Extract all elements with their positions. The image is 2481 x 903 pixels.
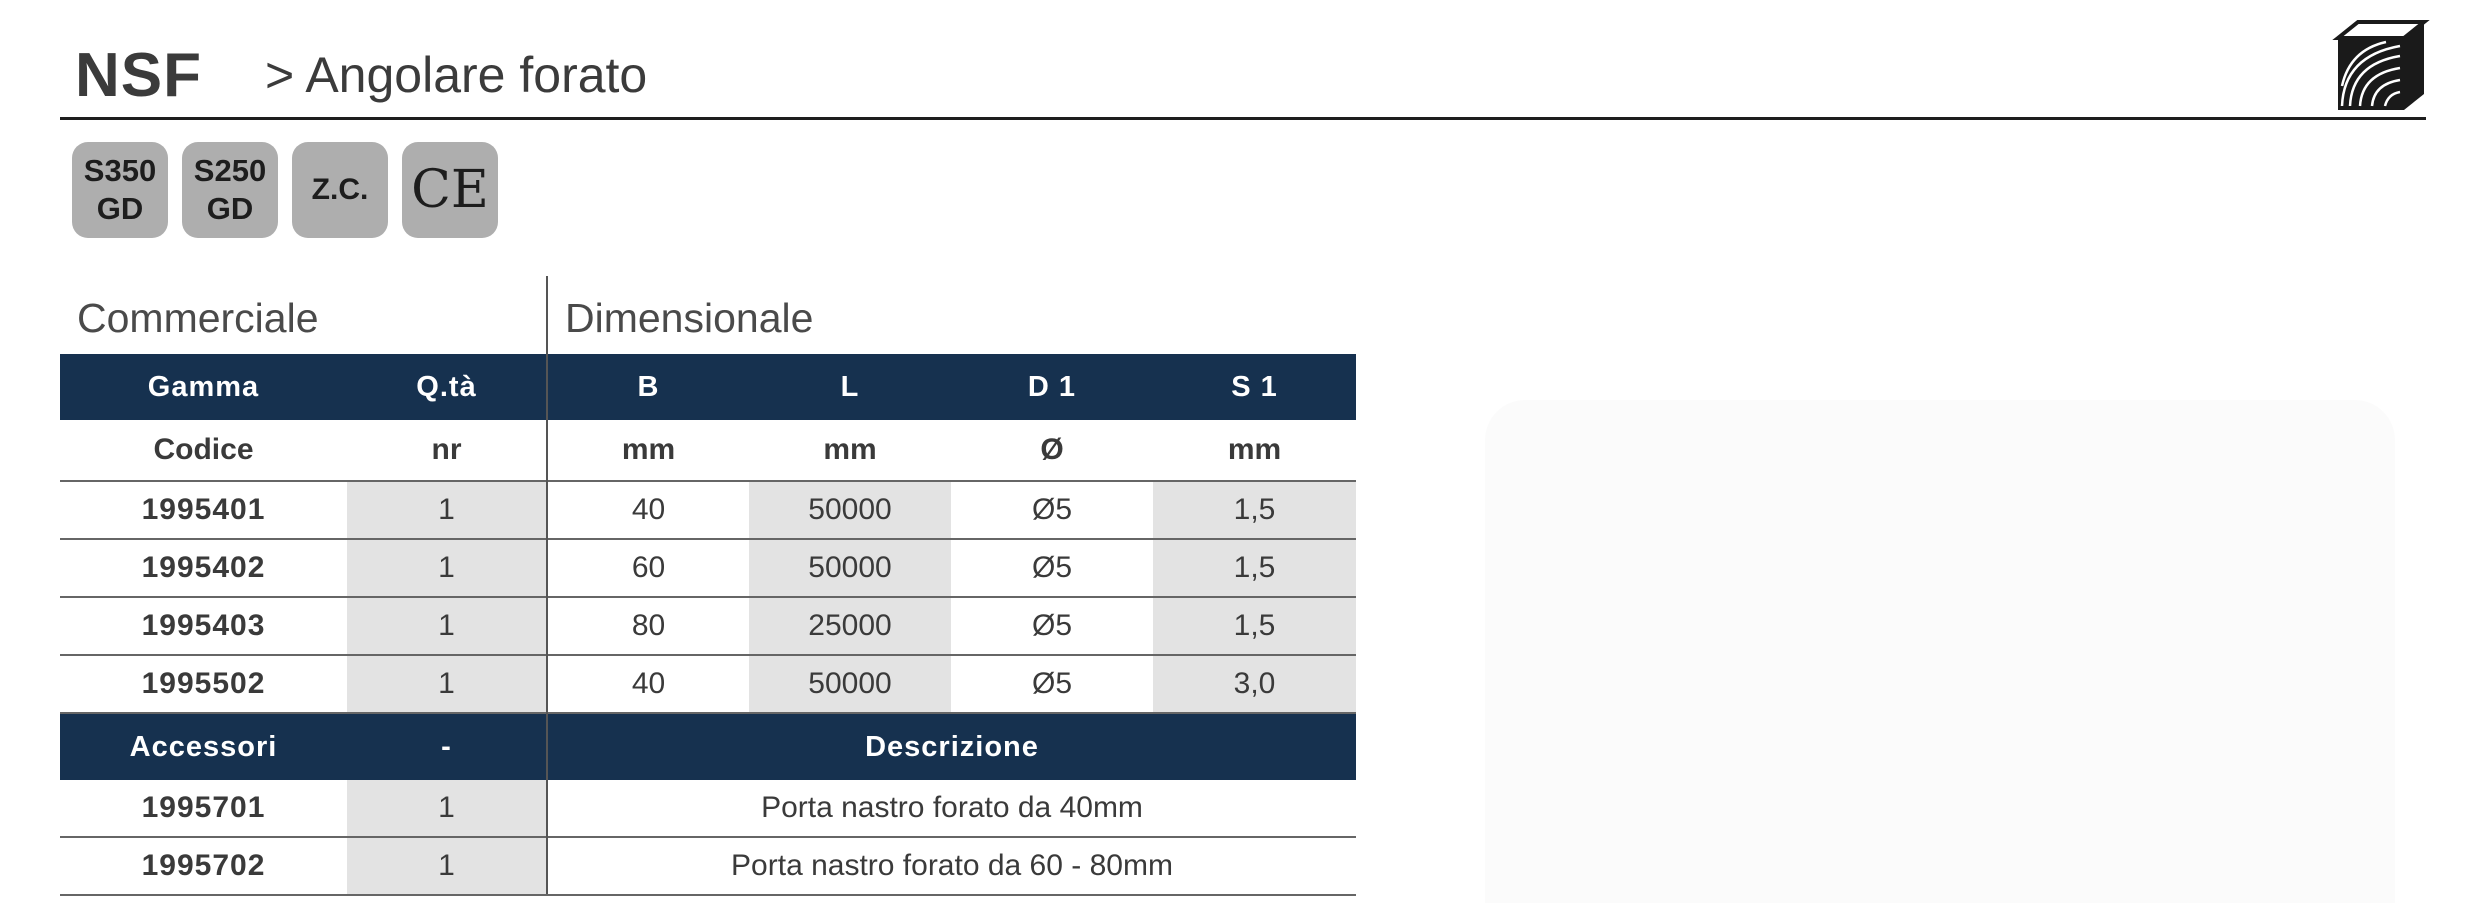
- b-cell: 40: [547, 481, 749, 539]
- s1-cell: 1,5: [1153, 481, 1356, 539]
- badge-ce: CE: [402, 142, 498, 238]
- b-cell: 60: [547, 539, 749, 597]
- table-row: [60, 539, 1356, 597]
- unit-cell: mm: [547, 420, 749, 481]
- s1-cell: 1,5: [1153, 597, 1356, 655]
- header-cell: Gamma: [60, 354, 347, 420]
- unit-cell: mm: [1153, 420, 1356, 481]
- code-cell: 1995701: [60, 780, 347, 837]
- table-row: [60, 481, 1356, 539]
- description-cell: Porta nastro forato da 40mm: [547, 780, 1356, 837]
- table-row: [60, 655, 1356, 713]
- qty-cell: 1: [347, 837, 547, 895]
- code-cell: 1995502: [60, 655, 347, 713]
- section-commercial: Commerciale: [77, 295, 319, 341]
- header-cell: Q.tà: [347, 354, 547, 420]
- unit-cell: mm: [749, 420, 951, 481]
- qty-cell: 1: [347, 481, 547, 539]
- section-divider: [546, 276, 548, 881]
- accessory-row: [60, 780, 1356, 837]
- header-cell: -: [347, 713, 547, 780]
- qty-cell: 1: [347, 539, 547, 597]
- code-cell: 1995402: [60, 539, 347, 597]
- units-row: [60, 420, 1356, 481]
- product-code: NSF: [75, 41, 202, 110]
- badge-s250gd: S250 GD: [182, 142, 278, 238]
- code-cell: 1995401: [60, 481, 347, 539]
- l-cell: 50000: [749, 481, 951, 539]
- l-cell: 25000: [749, 597, 951, 655]
- description-cell: Porta nastro forato da 60 - 80mm: [547, 837, 1356, 895]
- page-header: [60, 0, 2426, 120]
- d1-cell: Ø5: [951, 539, 1153, 597]
- header-cell: B: [547, 354, 749, 420]
- qty-cell: 1: [347, 597, 547, 655]
- header-rule: [60, 117, 2426, 120]
- header-cell: L: [749, 354, 951, 420]
- accessory-row: [60, 837, 1356, 895]
- l-cell: 50000: [749, 655, 951, 713]
- header-cell: Descrizione: [547, 713, 1356, 780]
- table-header: [60, 354, 1356, 420]
- d1-cell: Ø5: [951, 597, 1153, 655]
- s1-cell: 1,5: [1153, 539, 1356, 597]
- d1-cell: Ø5: [951, 655, 1153, 713]
- unit-cell: Codice: [60, 420, 347, 481]
- wood-block-icon: [2330, 16, 2430, 116]
- unit-cell: nr: [347, 420, 547, 481]
- l-cell: 50000: [749, 539, 951, 597]
- header-cell: S 1: [1153, 354, 1356, 420]
- material-badges: [72, 142, 498, 238]
- badge-s350gd: S350 GD: [72, 142, 168, 238]
- b-cell: 40: [547, 655, 749, 713]
- s1-cell: 3,0: [1153, 655, 1356, 713]
- unit-cell: Ø: [951, 420, 1153, 481]
- code-cell: 1995403: [60, 597, 347, 655]
- product-title: > Angolare forato: [265, 47, 648, 103]
- qty-cell: 1: [347, 780, 547, 837]
- qty-cell: 1: [347, 655, 547, 713]
- header-cell: Accessori: [60, 713, 347, 780]
- header-cell: D 1: [951, 354, 1153, 420]
- d1-cell: Ø5: [951, 481, 1153, 539]
- product-table: [60, 354, 1356, 896]
- section-dimensional: Dimensionale: [565, 295, 814, 341]
- b-cell: 80: [547, 597, 749, 655]
- accessories-header: [60, 713, 1356, 780]
- table-row: [60, 597, 1356, 655]
- product-photo-placeholder: [1485, 400, 2395, 903]
- code-cell: 1995702: [60, 837, 347, 895]
- badge-zc: Z.C.: [292, 142, 388, 238]
